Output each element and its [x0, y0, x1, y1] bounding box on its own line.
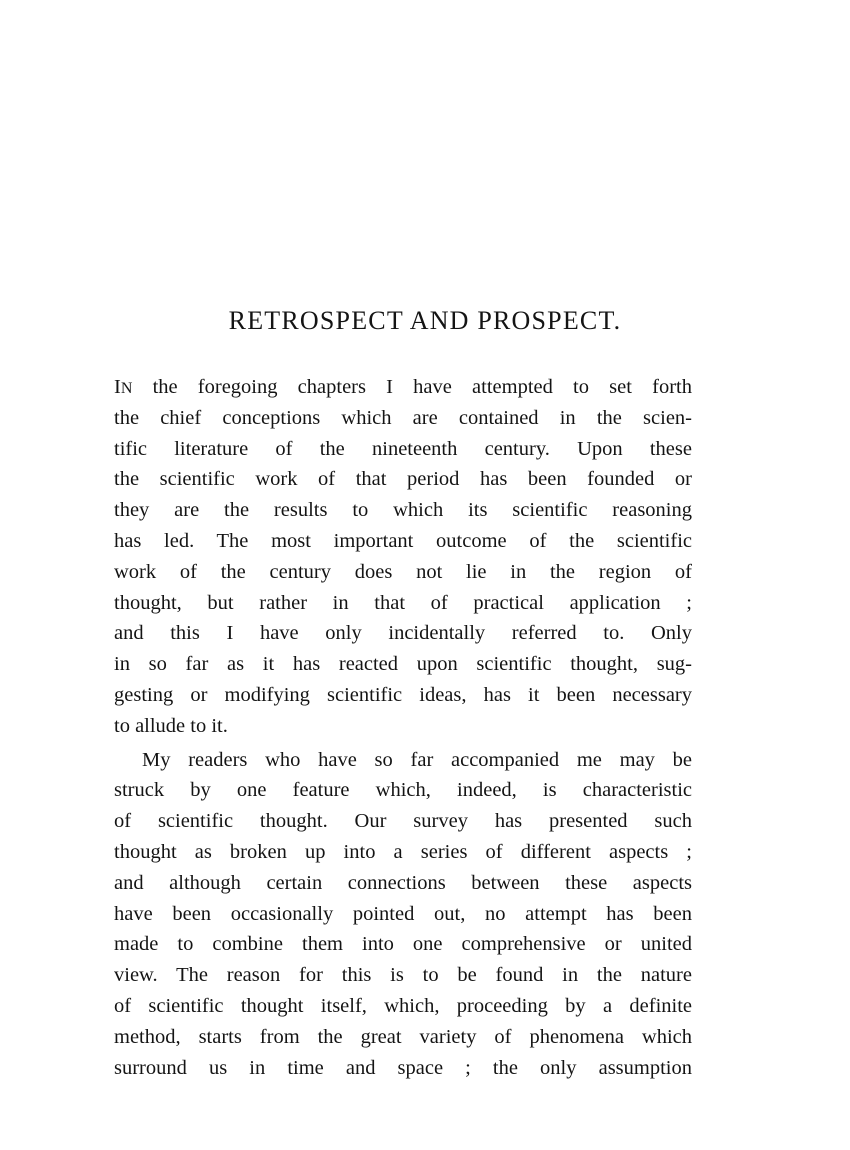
- text-line: have been occasionally pointed out, no attempt has been: [114, 902, 692, 925]
- text-line: surround us in time and space ; the only assumption: [114, 1056, 692, 1079]
- paragraph-2: [114, 745, 692, 1084]
- text-line: tific literature of the nineteenth century. Upon these: [114, 437, 692, 460]
- text-line: [114, 372, 692, 403]
- text-line: and this I have only incidentally referred to. Only: [114, 622, 692, 645]
- text-line: method, starts from the great variety of phenomena which: [114, 1025, 692, 1048]
- line-text: the foregoing chapters I have attempted to set forth: [132, 376, 692, 398]
- text-line: view. The reason for this is to be found in the nature: [114, 964, 692, 987]
- text-line: thought as broken up into a series of different aspects ;: [114, 840, 692, 863]
- text-line: the chief conceptions which are contained in the scien-: [114, 406, 692, 429]
- text-line: made to combine them into one comprehensive or united: [114, 933, 692, 956]
- text-line: in so far as it has reacted upon scientific thought, sug-: [114, 653, 692, 676]
- chapter-heading: RETROSPECT AND PROSPECT.: [228, 306, 622, 335]
- text-line: of scientific thought. Our survey has presented such: [114, 810, 692, 833]
- text-line: of scientific thought itself, which, proceeding by a definite: [114, 994, 692, 1017]
- text-line: they are the results to which its scientific reasoning: [114, 499, 692, 522]
- small-cap-letter: N: [120, 380, 133, 397]
- text-line: and although certain connections between these aspects: [114, 871, 692, 894]
- text-line: thought, but rather in that of practical application ;: [114, 591, 692, 614]
- text-line: My readers who have so far accompanied me may be: [142, 748, 692, 771]
- text-line: struck by one feature which, indeed, is characteristic: [114, 779, 692, 802]
- text-line: work of the century does not lie in the region of: [114, 560, 692, 583]
- text-line: gesting or modifying scientific ideas, has it been necessary: [114, 683, 692, 706]
- paragraph-1: [114, 372, 692, 742]
- text-line: the scientific work of that period has been founded or: [114, 468, 692, 491]
- text-line: has led. The most important outcome of the scientific: [114, 529, 692, 552]
- body-text: [114, 372, 692, 1083]
- text-line: to allude to it.: [114, 714, 228, 737]
- drop-initial: I: [114, 376, 121, 398]
